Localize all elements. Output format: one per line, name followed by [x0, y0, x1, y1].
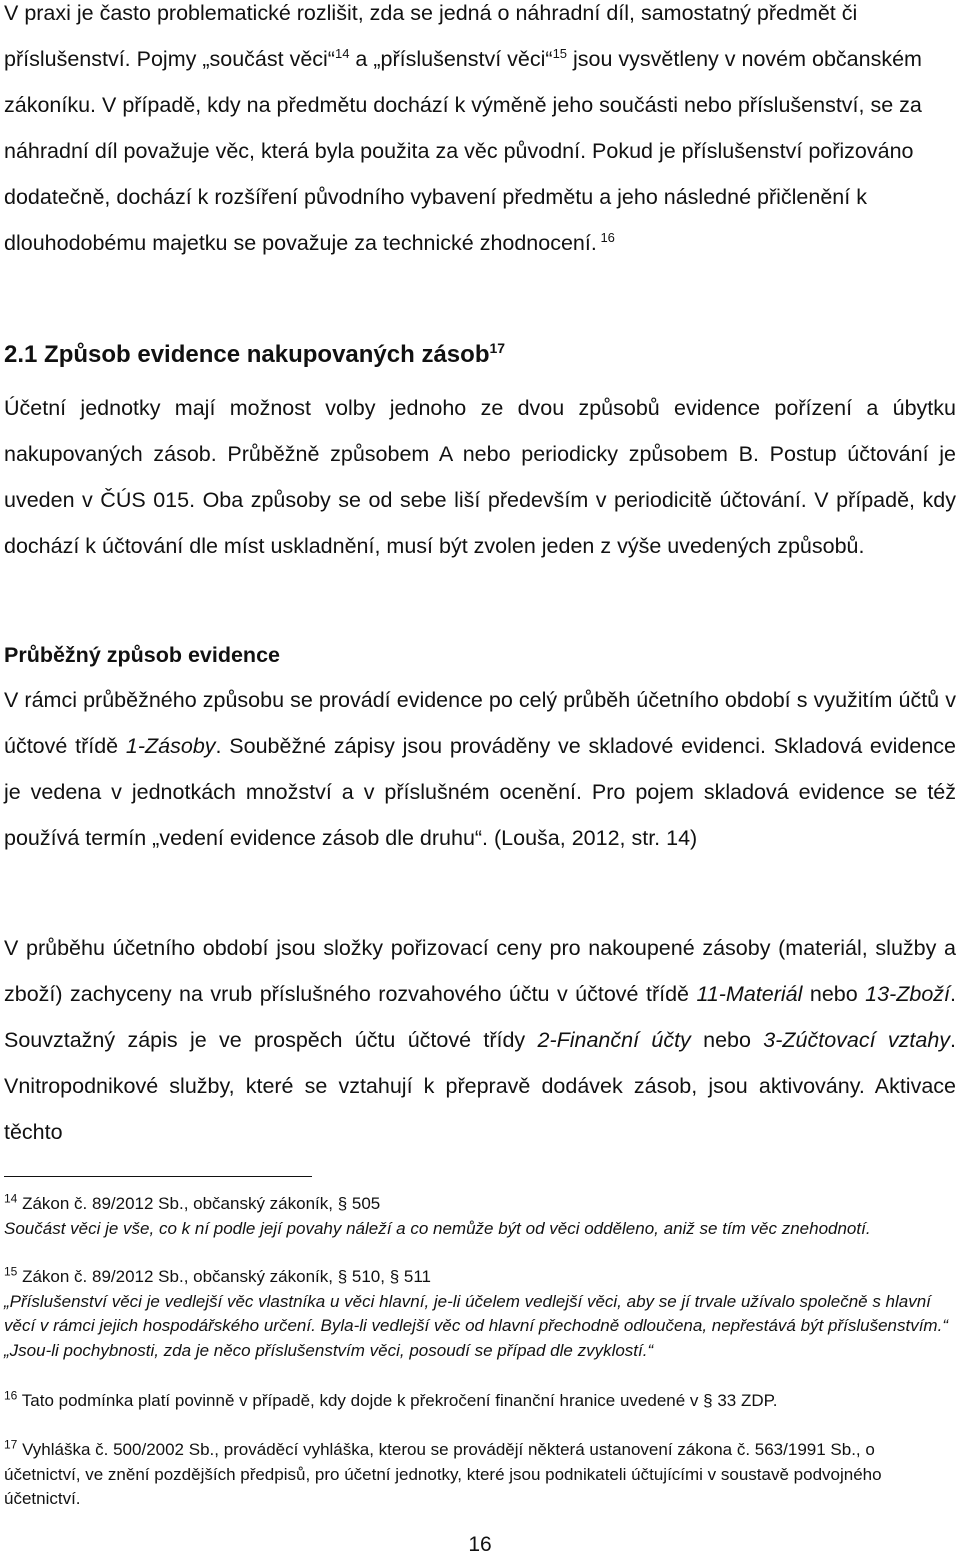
footnote-ref-16[interactable]: 16: [596, 229, 615, 245]
paragraph-text: . Souvztažný zápis je ve prospěch účtu účtové třídy: [4, 982, 956, 1052]
footnote-quote: Součást věci je vše, co k ní podle její povahy náleží a co nemůže být od věci odděleno, aniž se tím věc znehodnotí.: [4, 1218, 871, 1238]
footnote-reference: Zákon č. 89/2012 Sb., občanský zákoník, § 505: [17, 1194, 381, 1213]
footnote-number: 16: [4, 1388, 18, 1403]
account-class-italic: 3-Zúčtovací vztahy: [763, 1028, 951, 1052]
paragraph-text: jsou vysvětleny v novém občanském zákoníku. V případě, kdy na předmětu dochází k výměně jeho součásti nebo příslušenství, se za náhradní díl považuje věc, která byla použita za věc původní. Pokud je příslušenství pořizováno dodatečně, dochází k rozšíření původního vybavení předmětu a jeho následné přičlenění k dlouhodobému majetku se považuje za technické zhodnocení.: [4, 47, 922, 255]
footnote-ref-14[interactable]: 14: [334, 45, 350, 61]
footnote-number: 14: [4, 1191, 18, 1206]
footnote-15: [4, 1265, 956, 1363]
account-class-italic: 2-Finanční účty: [537, 1028, 691, 1052]
account-class-italic: 13-Zboží: [865, 982, 951, 1006]
paragraph-text: a „příslušenství věci“: [349, 47, 553, 71]
subsection-heading: Průběžný způsob evidence: [4, 643, 280, 667]
account-class-italic: 1-Zásoby: [125, 734, 216, 758]
paragraph-continuous-method: [4, 677, 956, 861]
paragraph-text: nebo: [690, 1028, 764, 1052]
page-number: 16: [468, 1533, 492, 1556]
heading-text: 2.1 Způsob evidence nakupovaných zásob: [4, 341, 490, 368]
section-heading: [4, 332, 505, 378]
footnote-14: [4, 1192, 956, 1241]
footnote-text: Tato podmínka platí povinně v případě, kdy dojde k překročení finanční hranice uvedené v § 33 ZDP.: [17, 1391, 778, 1410]
paragraph-text: V rámci průběžného způsobu se provádí evidence po celý průběh účetního období s využitím účtů v účtové třídě: [4, 688, 956, 758]
footnote-separator: [4, 1176, 312, 1177]
paragraph-text: nebo: [802, 982, 866, 1006]
footnote-text: Vyhláška č. 500/2002 Sb., prováděcí vyhláška, kterou se provádějí některá ustanovení zákona č. 563/1991 Sb., o účetnictví, ve znění pozdějších předpisů, pro účetní jednotky, které jsou podnikateli účtujícími v soustavě podvojného účetnictví.: [4, 1440, 882, 1508]
footnote-ref-17[interactable]: 17: [489, 340, 506, 356]
footnote-number: 15: [4, 1264, 18, 1279]
paragraph-acquisition-costs: [4, 925, 956, 1155]
footnote-ref-15[interactable]: 15: [552, 45, 568, 61]
paragraph-text: . Souběžné zápisy jsou prováděny ve skladové evidenci. Skladová evidence je vedena v jednotkách množství a v příslušném ocenění. Pro pojem skladová evidence se též používá termín „vedení evidence zásob dle druhu“. (Louša, 2012, str. 14): [4, 734, 956, 850]
footnote-17: [4, 1438, 956, 1512]
paragraph-text: V průběhu účetního období jsou složky pořizovací ceny pro nakoupené zásoby (materiál, služby a zboží) zachyceny na vrub příslušného rozvahového účtu v účtové třídě: [4, 936, 956, 1006]
paragraph-text: V praxi je často problematické rozlišit, zda se jedná o náhradní díl, samostatný předmět či příslušenství. Pojmy „součást věci“: [4, 1, 858, 71]
footnote-quote: „Příslušenství věci je vedlejší věc vlastníka u věci hlavní, je-li účelem vedlejší věci, aby se jí trvale užívalo společně s hlavní věcí v rámci jejich hospodářského určení. Byla-li vedlejší věc od hlavní přechodně odloučena, nepřestává být příslušenstvím.“ „Jsou-li pochybnosti, zda je něco příslušenstvím věci, posoudí se případ dle zvyklostí.“: [4, 1291, 948, 1360]
paragraph-evidence-methods: Účetní jednotky mají možnost volby jednoho ze dvou způsobů evidence pořízení a úbytku nakupovaných zásob. Průběžně způsobem A nebo periodicky způsobem B. Postup účtování je uveden v ČÚS 015. Oba způsoby se od sebe liší především v periodicitě účtování. V případě, kdy dochází k účtování dle míst uskladnění, musí být zvolen jeden z výše uvedených způsobů.: [4, 396, 956, 558]
paragraph-text: . Vnitropodnikové služby, které se vztahují k přepravě dodávek zásob, jsou aktivovány. Aktivace těchto: [4, 1028, 957, 1144]
footnote-reference: Zákon č. 89/2012 Sb., občanský zákoník, § 510, § 511: [17, 1267, 431, 1286]
footnote-number: 17: [4, 1437, 18, 1452]
footnote-16: [4, 1389, 956, 1414]
account-class-italic: 11-Materiál: [696, 982, 803, 1006]
paragraph-spare-parts: [4, 0, 956, 266]
